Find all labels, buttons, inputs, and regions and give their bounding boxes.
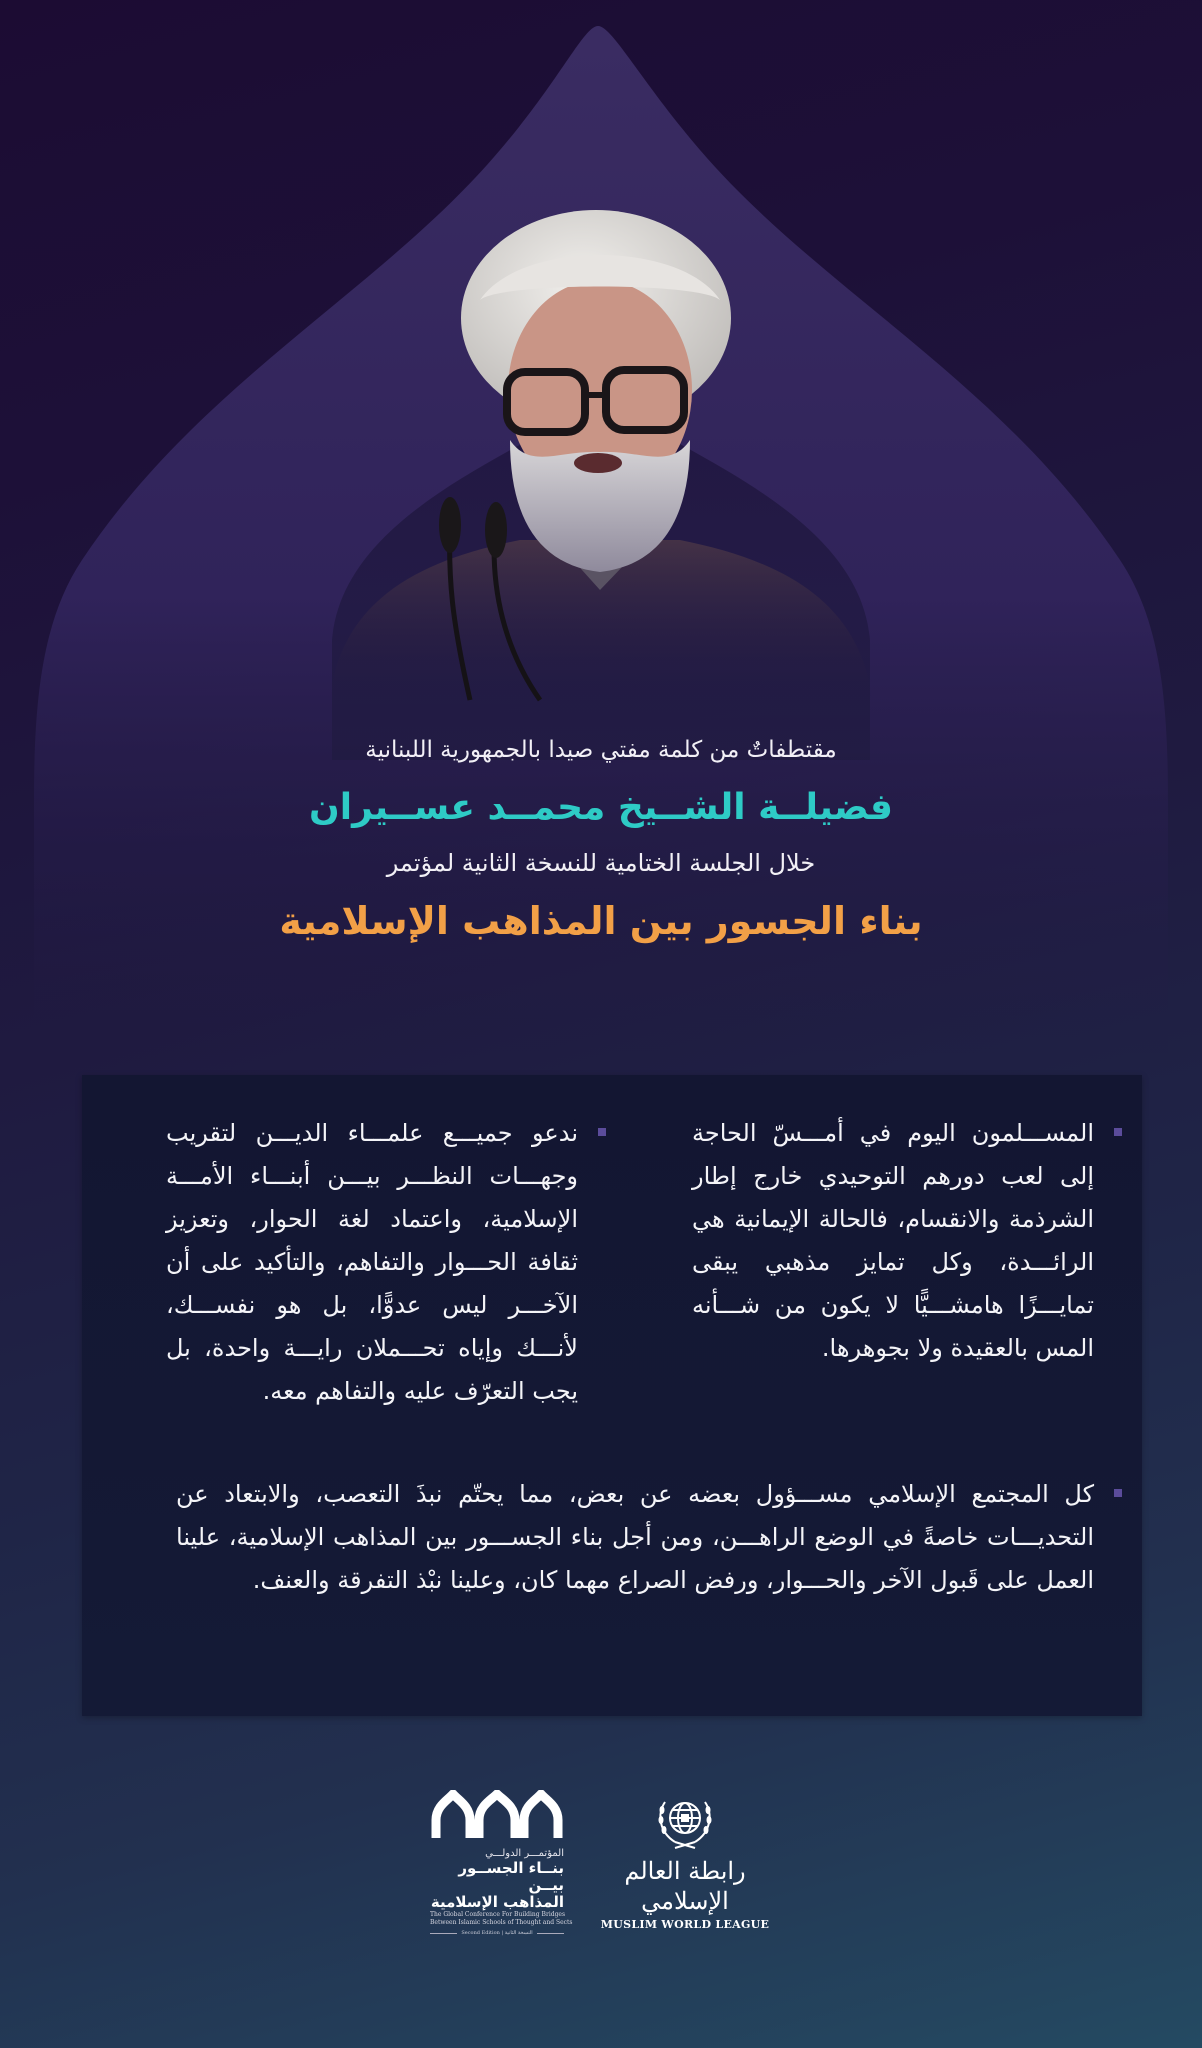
muslim-world-league-logo bbox=[600, 1790, 770, 1930]
speaker-name: فضيلــة الشــيخ محمــد عســيران bbox=[309, 787, 893, 828]
bridges-logo-en-line2: Between Islamic Schools of Thought and Sects bbox=[430, 1919, 573, 1926]
three-arches-icon bbox=[430, 1790, 564, 1840]
quote-text: ندعو جميـــع علمـــاء الديـــن لتقريب وجهـــات النظـــر بيـــن أبنـــاء الأمـــة الإسلامية، واعتماد لغة الحوار، وتعزيز ثقافة الحـــوار والتفاهم، والتأكيد على أن الآخـــر ليس عدوًّا، بل هو نفســـك، لأنـــك وإياه تحـــملان رايـــة واحدة، بل يجب التعرّف عليه والتفاهم معه. bbox=[166, 1119, 578, 1405]
bullet-square-icon bbox=[1114, 1128, 1122, 1136]
globe-wreath-icon bbox=[653, 1790, 717, 1850]
edition-label: Second Edition | النسخة الثانية bbox=[461, 1930, 533, 1936]
mwl-logo-arabic: رابطة العالم الإسلامي bbox=[624, 1857, 746, 1915]
bridges-logo-ar-line1: بنــاء الجســور بيــن bbox=[458, 1859, 564, 1894]
mwl-logo-english: MUSLIM WORLD LEAGUE bbox=[600, 1918, 770, 1931]
bullet-square-icon bbox=[1114, 1489, 1122, 1497]
quote-item bbox=[176, 1473, 1094, 1602]
bridges-logo-ar-line2: المذاهب الإسلامية bbox=[430, 1893, 564, 1911]
bridges-logo-ar-small: المؤتمـــر الدولـــي bbox=[485, 1848, 564, 1859]
quote-text: المســـلمون اليوم في أمـــسّ الحاجة إلى لعب دورهم التوحيدي خارج إطار الشرذمة والانقسام، فالحالة الإيمانية هي الرائـــدة، وكل تمايز مذهبي يبقى تمايـــزًا هامشـــيًّا لا يكون من شـــأنه المس بالعقيدة ولا بجوهرها. bbox=[692, 1119, 1094, 1362]
quote-item bbox=[692, 1112, 1094, 1370]
quote-text: كل المجتمع الإسلامي مســـؤول بعضه عن بعض، مما يحتّم نبذَ التعصب، والابتعاد عن التحديـــات خاصةً في الوضع الراهـــن، ومن أجل بناء الجســـور بين المذاهب الإسلامية، علينا العمل على قَبول الآخر والحـــوار، ورفض الصراع مهما كان، وعلينا نبْذ التفرقة والعنف. bbox=[176, 1480, 1094, 1594]
header-block bbox=[0, 730, 1202, 950]
bullet-square-icon bbox=[598, 1128, 606, 1136]
divider bbox=[430, 1933, 457, 1934]
divider bbox=[537, 1933, 564, 1934]
conference-name: بناء الجسور بين المذاهب الإسلامية bbox=[279, 899, 923, 943]
quote-item bbox=[166, 1112, 578, 1413]
footer-logos bbox=[0, 1790, 1202, 1936]
session-line: خلال الجلسة الختامية للنسخة الثانية لمؤتمر bbox=[386, 849, 816, 877]
bridges-logo-en-line1: The Global Conference For Building Bridges bbox=[430, 1911, 566, 1918]
bridges-logo-edition bbox=[430, 1929, 564, 1937]
subtitle: مقتطفاتٌ من كلمة مفتي صيدا بالجمهورية اللبنانية bbox=[365, 737, 837, 763]
speaker-portrait bbox=[0, 0, 1202, 720]
bridges-conference-logo bbox=[430, 1790, 573, 1936]
